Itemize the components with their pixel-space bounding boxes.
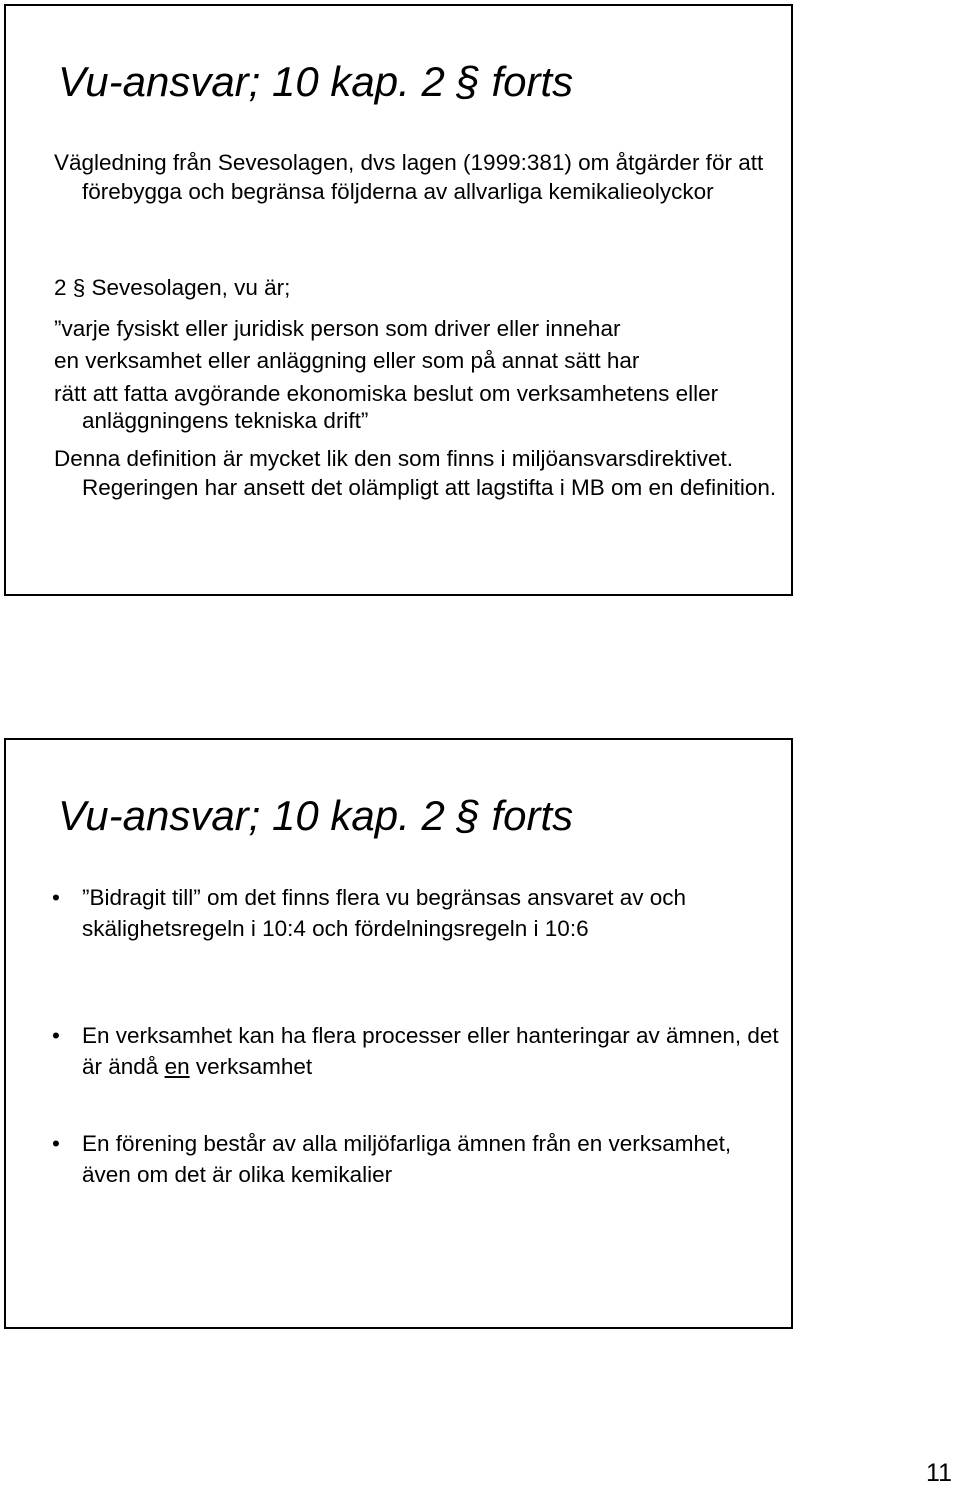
bullet-icon: • [52,1131,60,1156]
bullet-item [52,1020,782,1082]
slide-1-paragraph-quote-line-2: en verksamhet eller anläggning eller som på annat sätt har [54,348,640,373]
slide-1-title: Vu-ansvar; 10 kap. 2 § forts [58,58,574,105]
slide-1-paragraph-definition-note: Denna definition är mycket lik den som finns i miljöansvarsdirektivet. Regeringen har ansett det olämpligt att lagstifta i MB om en definition. [54,446,777,500]
bullet-icon: • [52,1023,60,1048]
slide-1-paragraph-guidance: Vägledning från Sevesolagen, dvs lagen (1999:381) om åtgärder för att förebygga och begränsa följderna av allvarliga kemikalieolyckor [54,150,764,204]
bullet-text: ”Bidragit till” om det finns flera vu begränsas ansvaret av och skälighetsregeln i 10:4 och fördelningsregeln i 10:6 [82,885,687,941]
bullet-text-pre: En verksamhet kan ha flera processer eller hanteringar av ämnen, det är ändå [82,1023,779,1079]
slide-2-title: Vu-ansvar; 10 kap. 2 § forts [58,792,574,839]
bullet-icon: • [52,885,60,910]
bullet-text-post: verksamhet [189,1054,313,1079]
bullet-text: En förening består av alla miljöfarliga ämnen från en verksamhet, även om det är olika kemikalier [82,1131,732,1187]
slide-1-paragraph-section-ref: 2 § Sevesolagen, vu är; [54,275,291,300]
page-number: 11 [926,1459,952,1487]
bullet-text-emphasis: en [164,1054,190,1079]
slide-1-paragraph-quote-line-1: ”varje fysiskt eller juridisk person som driver eller innehar [54,316,621,341]
bullet-item [52,1128,782,1190]
slide-2 [4,738,793,1329]
slide-1-paragraph-quote-line-3: rätt att fatta avgörande ekonomiska beslut om verksamhetens eller anläggningens tekniska drift” [54,381,719,433]
bullet-item [52,882,782,944]
slide-1 [4,4,793,596]
